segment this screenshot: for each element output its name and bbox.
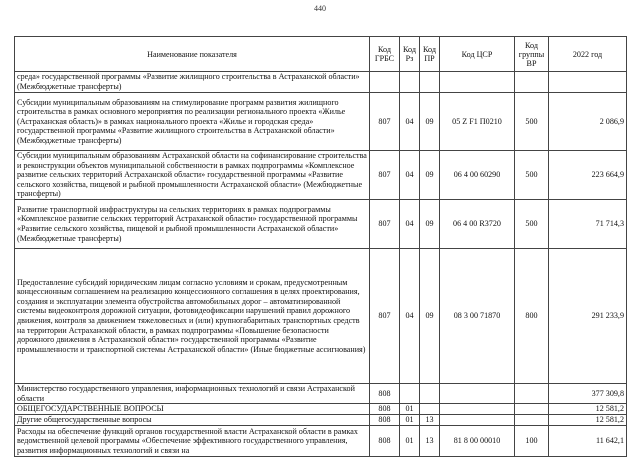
row-amount: 2 086,9 [549, 93, 627, 151]
column-header-pr: Код ПР [420, 37, 440, 72]
row-amount [549, 72, 627, 93]
row-grbs: 808 [370, 404, 400, 415]
row-csr: 81 8 00 00010 [440, 426, 515, 457]
table-row [15, 93, 627, 151]
row-rz: 04 [400, 200, 420, 249]
row-csr [440, 415, 515, 426]
table-row [15, 200, 627, 249]
column-header-vr: Код группы ВР [515, 37, 549, 72]
row-amount: 71 714,3 [549, 200, 627, 249]
page-number: 440 [314, 4, 326, 13]
row-rz: 04 [400, 93, 420, 151]
row-csr [440, 72, 515, 93]
row-vr [515, 72, 549, 93]
row-amount: 291 233,9 [549, 249, 627, 384]
header-row [15, 37, 627, 72]
row-name: Развитие транспортной инфраструктуры на сельских территориях в рамках подпрограммы «Комплексное развитие сельских территорий Астраханской области» государственной программы «Развитие сельского хозяйства, пищевой и рыбной промышленности Астраханской области» (Межбюджетные трансферты) [15, 200, 370, 249]
row-csr [440, 404, 515, 415]
row-vr: 100 [515, 426, 549, 457]
row-grbs: 807 [370, 151, 400, 200]
budget-table [14, 36, 627, 457]
row-name: Субсидии муниципальным образованиям Астраханской области на софинансирование строительства и реконструкции объектов муниципальной собственности в рамках подпрограммы «Комплексное развитие сельских территорий Астраханской области» государственной программы «Развитие сельского хозяйства, пищевой и рыбной промышленности Астраханской области» (Межбюджетные трансферты) [15, 151, 370, 200]
row-pr: 13 [420, 426, 440, 457]
row-pr: 09 [420, 93, 440, 151]
row-pr: 09 [420, 249, 440, 384]
row-name: Другие общегосударственные вопросы [15, 415, 370, 426]
row-amount: 11 642,1 [549, 426, 627, 457]
row-amount: 377 309,8 [549, 384, 627, 404]
row-rz: 04 [400, 151, 420, 200]
row-rz: 01 [400, 426, 420, 457]
row-vr [515, 384, 549, 404]
row-grbs: 807 [370, 93, 400, 151]
row-pr [420, 404, 440, 415]
table-row [15, 384, 627, 404]
row-pr: 09 [420, 200, 440, 249]
row-pr: 09 [420, 151, 440, 200]
row-vr: 500 [515, 93, 549, 151]
row-name: Предоставление субсидий юридическим лицам согласно условиям и срокам, предусмотренным концессионным соглашением на реализацию концессионного соглашения в целях проектирования, создания и эксплуатации элемента обустройства автомобильных дорог – автоматизированной системы видеоконтроля дорожной ситуации, фотовидеофиксации нарушений правил дорожного движения, контроля за движением тяжеловесных и (или) крупногабаритных транспортных средств на территории Астраханской области, в рамках подпрограммы «Повышение безопасности дорожного движения в Астраханской области» государственной программы «Развитие промышленности и транспортной системы Астраханской области» (Иные бюджетные ассигнования) [15, 249, 370, 384]
row-name: Министерство государственного управления, информационных технологий и связи Астраханской области [15, 384, 370, 404]
table-row [15, 151, 627, 200]
row-grbs: 808 [370, 384, 400, 404]
row-rz: 04 [400, 249, 420, 384]
row-amount: 12 581,2 [549, 415, 627, 426]
column-header-year: 2022 год [549, 37, 627, 72]
row-rz [400, 72, 420, 93]
row-rz: 01 [400, 415, 420, 426]
row-pr: 13 [420, 415, 440, 426]
table-row [15, 415, 627, 426]
column-header-rz: Код Рз [400, 37, 420, 72]
row-name: среда» государственной программы «Развитие жилищного строительства в Астраханской области» (Межбюджетные трансферты) [15, 72, 370, 93]
row-pr [420, 72, 440, 93]
row-grbs: 808 [370, 426, 400, 457]
row-csr: 06 4 00 60290 [440, 151, 515, 200]
row-grbs: 807 [370, 200, 400, 249]
table-row [15, 249, 627, 384]
table-row [15, 404, 627, 415]
row-csr: 08 3 00 71870 [440, 249, 515, 384]
row-vr: 500 [515, 200, 549, 249]
column-header-name: Наименование показателя [15, 37, 370, 72]
row-rz [400, 384, 420, 404]
column-header-csr: Код ЦСР [440, 37, 515, 72]
row-amount: 12 581,2 [549, 404, 627, 415]
row-name: Расходы на обеспечение функций органов государственной власти Астраханской области в рамках ведомственной целевой программы «Обеспечение эффективного государственного управления, развития информационных технологий и связи на [15, 426, 370, 457]
row-grbs: 808 [370, 415, 400, 426]
row-amount: 223 664,9 [549, 151, 627, 200]
row-vr [515, 404, 549, 415]
row-vr: 500 [515, 151, 549, 200]
row-vr: 800 [515, 249, 549, 384]
row-pr [420, 384, 440, 404]
row-csr: 06 4 00 R3720 [440, 200, 515, 249]
row-grbs: 807 [370, 249, 400, 384]
row-grbs [370, 72, 400, 93]
row-csr: 05 Z F1 П0210 [440, 93, 515, 151]
table-row [15, 72, 627, 93]
row-name: Субсидии муниципальным образованиям на стимулирование программ развития жилищного строительства в рамках основного мероприятия по реализации регионального проекта «Жилье (Астраханская область)» в рамках национального проекта «Жилье и городская среда» государственной программы «Развитие жилищного строительства в Астраханской области» (Межбюджетные трансферты) [15, 93, 370, 151]
table-row [15, 426, 627, 457]
column-header-grbs: Код ГРБС [370, 37, 400, 72]
row-name: ОБЩЕГОСУДАРСТВЕННЫЕ ВОПРОСЫ [15, 404, 370, 415]
row-rz: 01 [400, 404, 420, 415]
row-vr [515, 415, 549, 426]
row-csr [440, 384, 515, 404]
